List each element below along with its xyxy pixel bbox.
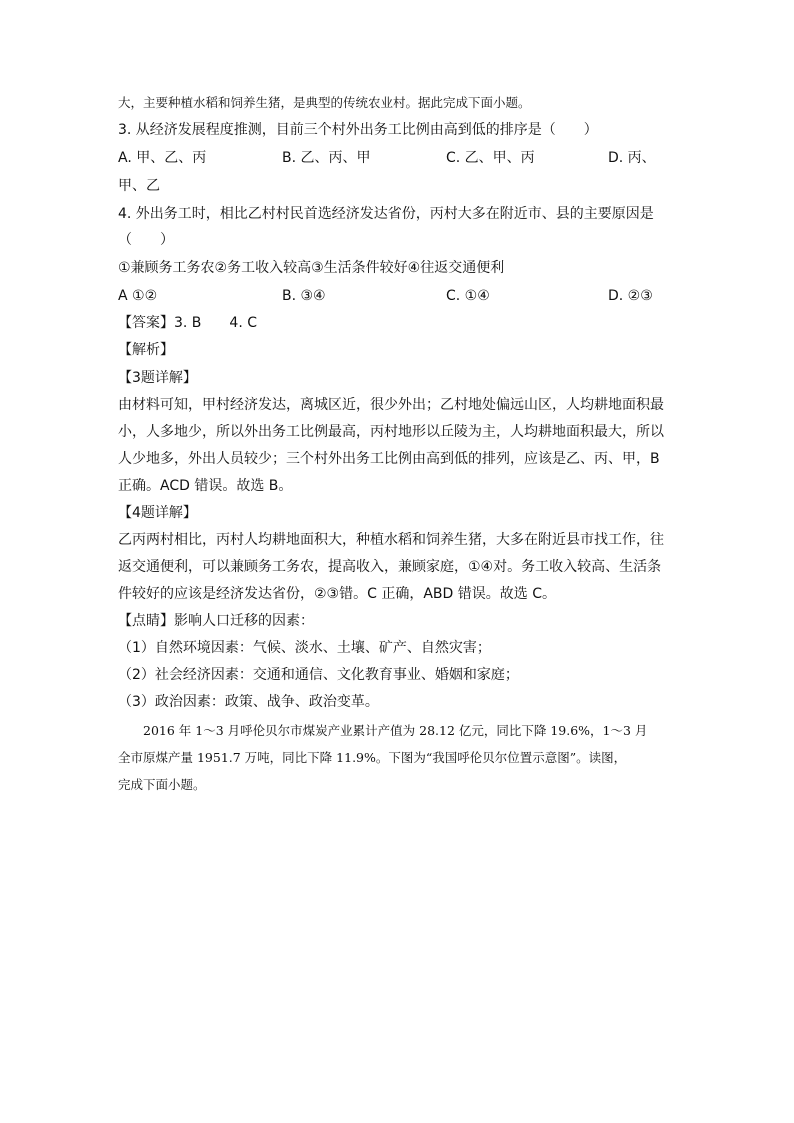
detail-4-line: 件较好的应该是经济发达省份，②③错。C 正确，ABD 错误。故选 C。 [118,586,556,602]
detail-3-line: 由材料可知，甲村经济发达，离城区近，很少外出；乙村地处偏远山区，人均耕地面积最 [118,397,664,413]
detail-3-heading: 【3题详解】 [118,370,197,386]
question-4-option-b: B. ③④ [282,288,326,304]
detail-3-line: 人少地多，外出人员较少；三个村外出务工比例由高到低的排列，应该是乙、丙、甲，B [118,451,660,467]
question-3-option-c: C. 乙、甲、丙 [446,150,535,166]
tip-label: 【点睛】 [118,613,174,629]
question-4-option-c: C. ①④ [446,288,490,304]
tip-item: （1）自然环境因素：气候、淡水、土壤、矿产、自然灾害； [118,640,491,656]
question-3-stem: 3. 从经济发展程度推测，目前三个村外出务工比例由高到低的排序是（ ） [118,122,598,138]
tip-title: 影响人口迁移的因素： [174,613,314,629]
detail-3-line: 正确。ACD 错误。故选 B。 [118,478,293,494]
question-3-option-d: D. 丙、 [608,150,656,166]
question-4-option-a: A ①② [118,288,158,304]
question-4-options [118,286,678,306]
detail-4-line: 返交通便利，可以兼顾务工务农，提高收入，兼顾家庭，①④对。务工收入较高、生活条 [118,559,662,575]
next-material-line: 完成下面小题。 [118,777,206,792]
detail-4-heading: 【4题详解】 [118,505,197,521]
detail-4-line: 乙丙两村相比，丙村人均耕地面积大，种植水稻和饲养生猪，大多在附近县市找工作，往 [118,532,664,548]
question-3-option-a: A. 甲、乙、丙 [118,150,207,166]
analysis-label: 【解析】 [118,342,174,358]
question-3-options [118,148,678,168]
intro-tail-text: 大，主要种植水稻和饲养生猪，是典型的传统农业村。据此完成下面小题。 [118,95,531,110]
question-4-stem: 4. 外出务工时，相比乙村村民首选经济发达省份，丙村大多在附近市、县的主要原因是 [118,206,654,222]
answer-label: 【答案】 [118,315,174,331]
question-3-option-d-wrap: 甲、乙 [118,178,160,194]
tip-item: （2）社会经济因素：交通和通信、文化教育事业、婚姻和家庭； [118,667,519,683]
question-4-option-d: D. ②③ [608,288,653,304]
question-4-choices: ①兼顾务工务农②务工收入较高③生活条件较好④往返交通便利 [118,260,505,276]
next-material-line: 全市原煤产量 1951.7 万吨，同比下降 11.9%。下图为“我国呼伦贝尔位置示意图”。读图， [118,750,627,765]
answer-line [118,313,678,333]
detail-3-line: 小，人多地少，所以外出务工比例最高，丙村地形以丘陵为主，人均耕地面积最大，所以 [118,424,664,440]
tip-item: （3）政治因素：政策、战争、政治变革。 [118,694,379,710]
question-3-option-b: B. 乙、丙、甲 [282,150,371,166]
question-4-bracket: （ ） [118,232,174,248]
answer-text: 3. B 4. C [174,315,257,331]
next-material-line: 2016 年 1～3 月呼伦贝尔市煤炭产业累计产值为 28.12 亿元，同比下降 19.6%，1～3 月 [118,723,648,738]
tip-line [118,611,678,631]
